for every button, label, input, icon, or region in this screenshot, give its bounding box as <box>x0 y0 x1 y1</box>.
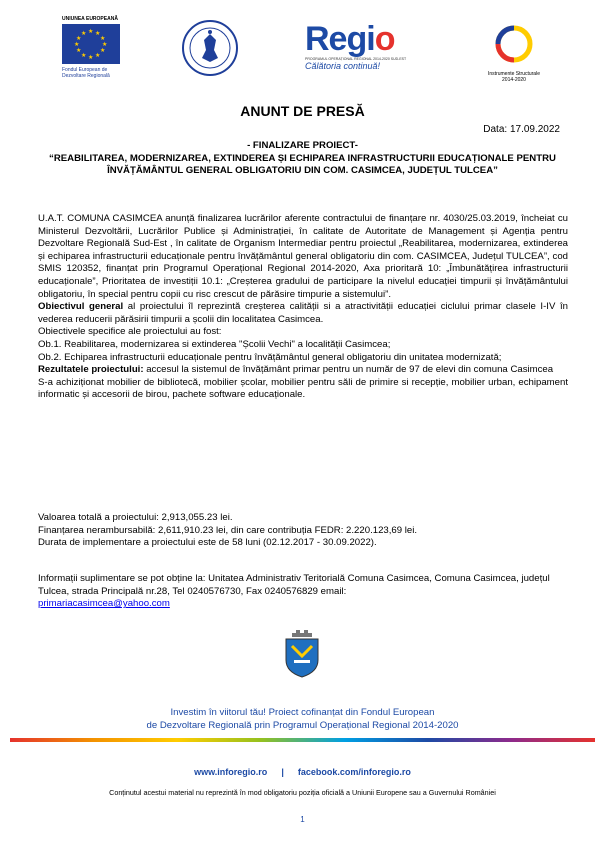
implementation-duration: Durata de implementare a proiectului este de 58 luni (02.12.2017 - 30.09.2022). <box>38 537 377 549</box>
regio-logo <box>305 22 415 71</box>
project-heading <box>30 140 575 178</box>
project-subtitle: - FINALIZARE PROIECT- <box>247 140 358 151</box>
eu-logo <box>62 16 128 79</box>
footer-slogan <box>0 707 605 732</box>
press-release-title: ANUNT DE PRESĂ <box>240 103 365 119</box>
footer-color-bar <box>10 738 595 742</box>
casimcea-coat-of-arms-icon <box>284 630 320 678</box>
eu-logo-title: UNIUNEA EUROPEANĂ <box>62 16 118 22</box>
press-release-date: Data: 17.09.2022 <box>483 124 560 135</box>
inforegio-facebook-link[interactable]: facebook.com/inforegio.ro <box>297 767 411 777</box>
regio-subtitle: PROGRAMUL OPERAȚIONAL REGIONAL 2014-2020 SUD-EST <box>305 57 407 61</box>
eu-caption-line1: Fondul European de <box>62 67 108 73</box>
contact-info <box>38 573 568 611</box>
general-objective-text: al proiectului îl reprezintă creșterea calității si a atractivității educației ciclului primar clasele I-IV în vederea reducerii părăsirii timpurii a școlii din localitatea Casimcea. <box>38 301 568 325</box>
structural-instruments-caption <box>474 71 554 83</box>
document-body <box>38 213 568 402</box>
inforegio-website-link[interactable]: www.inforegio.ro <box>194 767 268 777</box>
footer-disclaimer: Conținutul acestui material nu reprezintă în mod obligatoriu poziția oficială a Uniunii Europene sau a Guvernului României <box>109 788 496 797</box>
regio-word: Regi <box>305 20 375 58</box>
contact-text: Informații suplimentare se pot obține la: Unitatea Administrativ Teritorială Comuna Casimcea, Comuna Casimcea, județul Tulcea, strada Principală nr.28, Tel 0240576730, Fax 0240576829 email: <box>38 573 550 597</box>
footer-slogan-line2: de Dezvoltare Regională prin Programul Operațional Regional 2014-2020 <box>146 719 459 731</box>
romanian-government-emblem-icon <box>180 18 240 78</box>
nonrefundable-financing: Finanțarea nerambursabilă: 2,611,910.23 lei, din care contribuția FEDR: 2.220.123,69 lei. <box>38 524 418 536</box>
intro-paragraph: U.A.T. COMUNA CASIMCEA anunță finalizarea lucrărilor aferente contractului de finanțare nr. 4030/25.03.2019, încheiat cu Ministerul Dezvoltării, Lucrărilor Publice și Administrației, în calitate de Autoritate de Management și Agenția pentru Dezvoltare Regională Sud-Est , în calitate de Organism Intermediar pentru proiectul „Reabilitarea, modernizarea, extinderea și echiparea infrastructurii educaționale pentru învățământul general obligatoriu din com. CASIMCEA, Județul TULCEA”, cod SMIS 120352, finanțat prin Programul Operațional Regional 2014-2020, Axa prioritară 10: „Îmbunătățirea infrastructurii educaționale”, Prioritatea de investiții 10.1: „Creșterea gradului de participare la nivelul educației timpurii și învățământului obligatoriu, în special pentru copii cu risc crescut de părăsire timpurie a sistemului”. <box>38 213 568 300</box>
general-objective-label: Obiectivul general <box>38 301 124 313</box>
footer-slogan-line1: Investim în viitorul tău! Proiect cofinanțat din Fondul European <box>170 707 435 718</box>
eu-flag-icon: ★ ★ ★ ★ ★ ★ ★ ★ ★ ★ ★ ★ <box>62 24 120 64</box>
results-paragraph <box>38 364 568 377</box>
is-caption-line2: 2014-2020 <box>502 77 526 83</box>
regio-wordmark <box>305 22 415 56</box>
eu-caption-line2: Dezvoltare Regională <box>62 73 110 79</box>
footer-link-separator: | <box>281 767 284 777</box>
eu-logo-caption <box>62 67 128 79</box>
is-caption-line1: Instrumente Structurale <box>488 71 540 77</box>
financial-info <box>38 512 568 550</box>
general-objective-paragraph <box>38 301 568 326</box>
results-label: Rezultatele proiectului: <box>38 364 144 376</box>
structural-instruments-icon <box>474 22 554 64</box>
results-text: accesul la sistemul de învățământ primar pentru un număr de 97 de elevi din comuna Casimcea <box>143 364 554 376</box>
objective-1: Ob.1. Reabilitarea, modernizarea si extinderea "Școlii Vechi" a localității Casimcea; <box>38 338 391 350</box>
regio-slogan: Călătoria continuă! <box>305 61 381 71</box>
acquisitions-paragraph: S-a achiziționat mobilier de bibliotecă, mobilier școlar, mobilier pentru săli de primire si recepție, mobilier urban, echipament informatic și accesorii de birou, pachete software educaționale. <box>38 376 568 401</box>
regio-word-end: o <box>374 20 395 58</box>
objective-2: Ob.2. Echiparea infrastructurii educaționale pentru învățământul general obligatoriu din unitatea modernizată; <box>38 351 502 363</box>
page-number: 1 <box>300 815 305 824</box>
footer-links <box>0 767 605 777</box>
contact-email-link[interactable]: primariacasimcea@yahoo.com <box>38 598 170 610</box>
specific-objectives-heading: Obiectivele specifice ale proiectului au fost: <box>38 326 222 338</box>
structural-instruments-logo <box>474 22 554 83</box>
total-value: Valoarea totală a proiectului: 2,913,055.23 lei. <box>38 512 233 523</box>
project-title: “REABILITAREA, MODERNIZAREA, EXTINDEREA ȘI ECHIPAREA INFRASTRUCTURII EDUCAȚIONALE PENTRU ÎNVĂȚĂMÂNTUL GENERAL OBLIGATORIU DIN COM. CASIMCEA, JUDEȚUL TULCEA” <box>49 152 556 176</box>
